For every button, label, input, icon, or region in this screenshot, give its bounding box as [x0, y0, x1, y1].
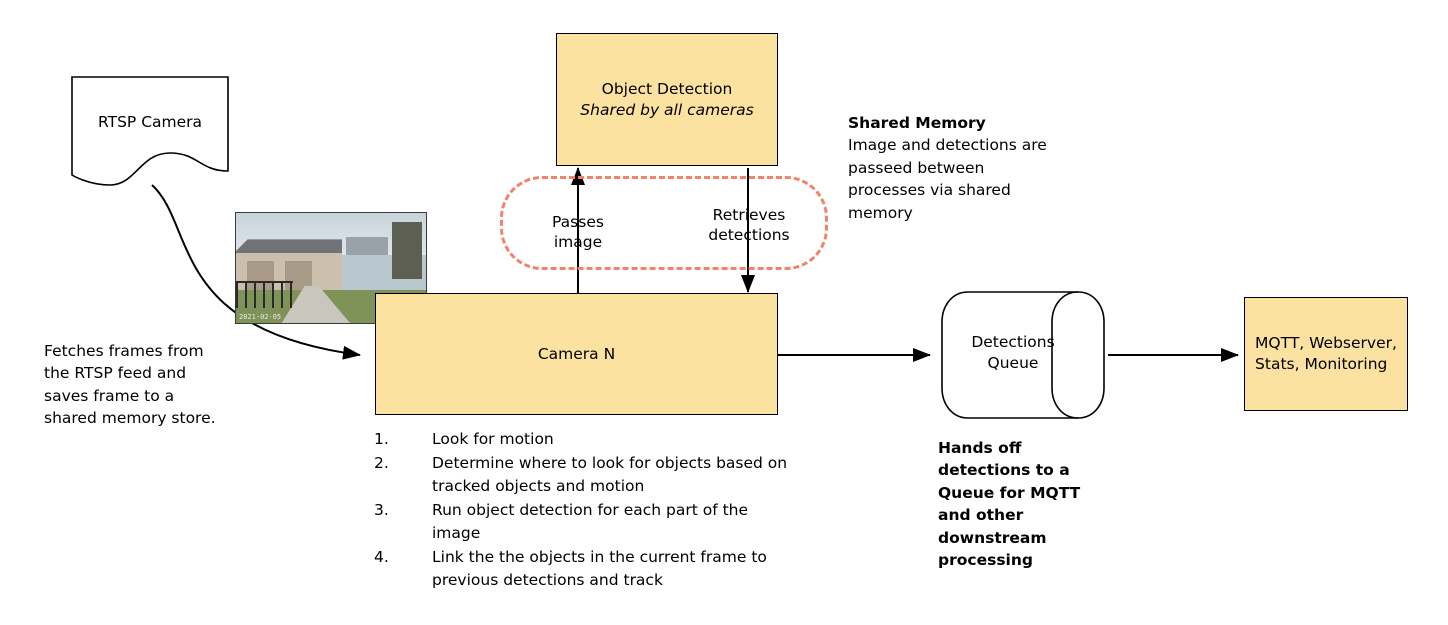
- step-text: Look for motion: [432, 430, 554, 448]
- node-object-detection[interactable]: [556, 33, 778, 166]
- step-number: 1.: [374, 430, 389, 448]
- step-text: Run object detection for each part of the image: [432, 501, 749, 542]
- camera-n-label: Camera N: [537, 344, 616, 363]
- shared-memory-body: Image and detections are passeed between processes via shared memory: [848, 136, 1047, 222]
- shared-memory-note: [848, 112, 1058, 224]
- shared-memory-title: Shared Memory: [848, 114, 986, 132]
- snapshot-timestamp: 2021-02-05: [239, 313, 282, 321]
- step-number: 4.: [374, 548, 389, 567]
- list-item: [374, 428, 794, 450]
- detections-queue-label: Detections Queue: [971, 333, 1055, 372]
- object-detection-label: Object Detection: [601, 79, 733, 98]
- node-rtsp-camera[interactable]: [70, 75, 230, 185]
- step-number: 2.: [374, 454, 389, 473]
- node-consumers[interactable]: [1244, 297, 1408, 411]
- node-detections-queue[interactable]: [938, 290, 1104, 418]
- step-text: Link the the objects in the current frame to previous detections and track: [432, 548, 767, 589]
- step-number: 3.: [374, 501, 389, 520]
- object-detection-sublabel: Shared by all cameras: [580, 100, 754, 119]
- node-camera-n[interactable]: [375, 293, 778, 415]
- passes-image-label: Passes image: [552, 213, 604, 252]
- rtsp-camera-label: RTSP Camera: [97, 113, 203, 131]
- consumers-line-2: Stats, Monitoring: [1255, 355, 1388, 373]
- queue-handoff-note: Hands off detections to a Queue for MQTT and other downstream processing: [938, 439, 1081, 570]
- consumers-line-1: MQTT, Webserver,: [1255, 334, 1397, 353]
- retrieves-detections-label: Retrieves detections: [708, 206, 790, 245]
- step-text: Determine where to look for objects based on tracked objects and motion: [432, 454, 788, 495]
- camera-n-steps: [374, 428, 794, 593]
- list-item: [374, 452, 794, 497]
- fetch-frames-note: Fetches frames from the RTSP feed and saves frame to a shared memory store.: [44, 342, 216, 428]
- list-item: [374, 546, 794, 591]
- list-item: [374, 499, 794, 544]
